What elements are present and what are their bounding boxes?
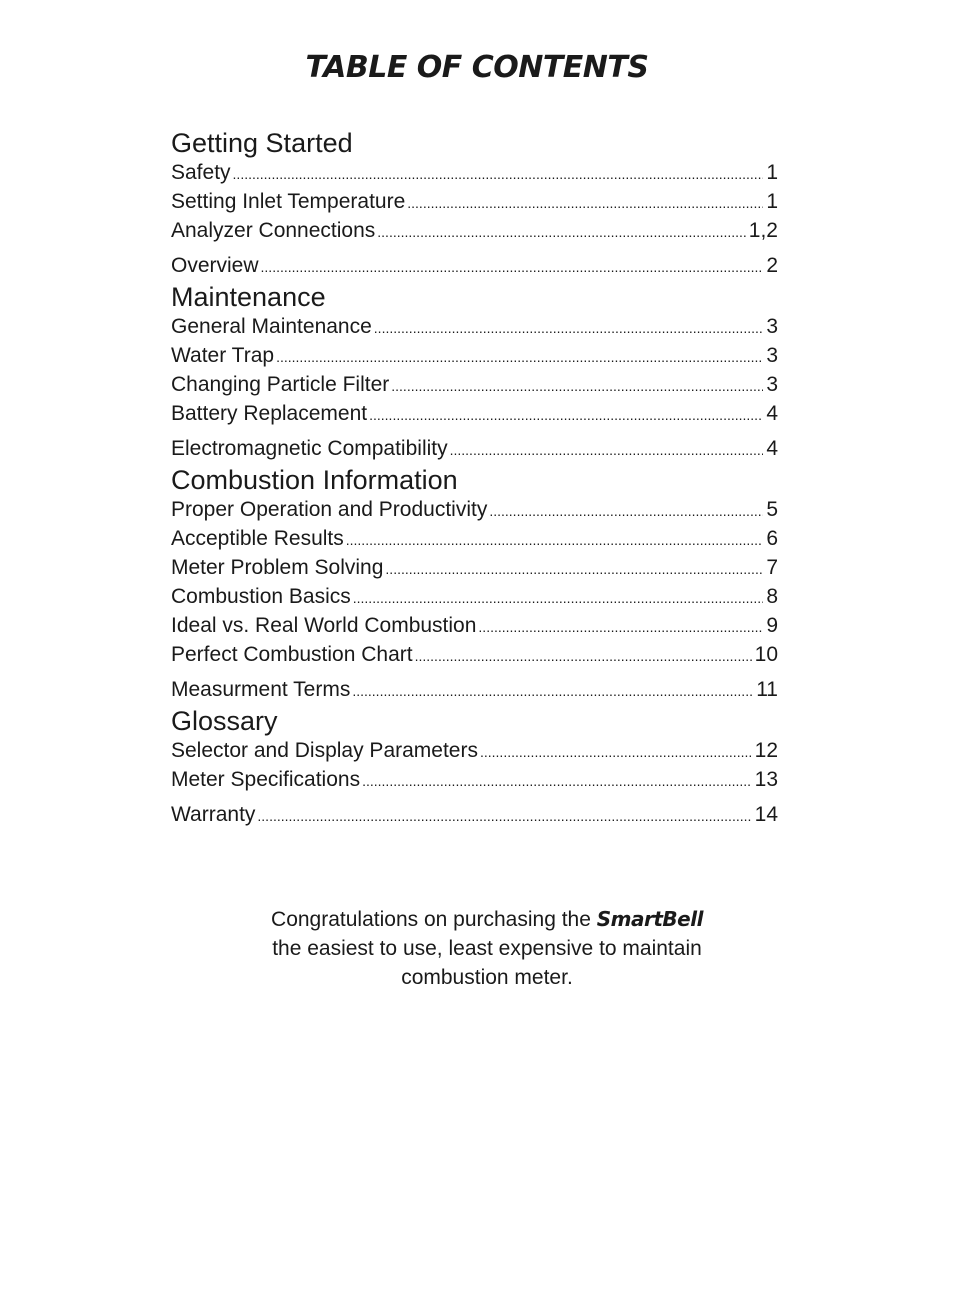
toc-entry[interactable] <box>171 611 778 640</box>
toc-entry[interactable] <box>171 399 778 428</box>
toc-entry[interactable] <box>171 640 778 669</box>
section-heading: Getting Started <box>171 128 353 158</box>
dot-leader <box>257 802 751 831</box>
toc-entry[interactable] <box>171 765 778 794</box>
toc-entry[interactable] <box>171 495 778 524</box>
toc-entry-page: 5 <box>766 498 778 521</box>
toc-entry[interactable] <box>171 800 778 829</box>
toc-entry-label: Safety <box>171 161 231 184</box>
dot-leader <box>362 767 752 796</box>
toc-entry[interactable] <box>171 187 778 216</box>
toc-entry-page: 1 <box>766 190 778 213</box>
toc-entry-label: Acceptible Results <box>171 527 344 550</box>
congratulations-text: Congratulations on purchasing the <box>271 908 591 931</box>
toc-entry-label: Electromagnetic Compatibility <box>171 437 448 460</box>
toc-entry-label: Meter Specifications <box>171 768 361 791</box>
toc-entry-page: 14 <box>754 803 778 826</box>
dot-leader <box>478 613 763 642</box>
toc-entry-label: Perfect Combustion Chart <box>171 643 413 666</box>
toc-entry-label: Measurment Terms <box>171 678 351 701</box>
brand-name: SmartBell <box>596 907 703 931</box>
toc-entry-page: 3 <box>766 344 778 367</box>
section-combustion-information <box>171 463 778 704</box>
toc-entry[interactable] <box>171 675 778 704</box>
toc-entry-label: Warranty <box>171 803 256 826</box>
toc-entry[interactable] <box>171 341 778 370</box>
section-glossary <box>171 704 778 829</box>
toc-entry-label: Ideal vs. Real World Combustion <box>171 614 477 637</box>
dot-leader <box>276 343 763 372</box>
dot-leader <box>353 584 764 613</box>
toc-entry[interactable] <box>171 312 778 341</box>
dot-leader <box>480 738 752 767</box>
toc-entry-page: 10 <box>754 643 778 666</box>
toc-entry[interactable] <box>171 553 778 582</box>
toc-entry-label: Proper Operation and Productivity <box>171 498 488 521</box>
dot-leader <box>385 555 763 584</box>
toc-entry-page: 3 <box>766 315 778 338</box>
toc-entry[interactable] <box>171 158 778 187</box>
congratulations-line-3: combustion meter. <box>401 966 573 989</box>
toc-entry-page: 1 <box>766 161 778 184</box>
toc-entry-label: Overview <box>171 254 259 277</box>
dot-leader <box>374 314 764 343</box>
toc-entry-page: 8 <box>766 585 778 608</box>
toc-entry-label: Selector and Display Parameters <box>171 739 478 762</box>
dot-leader <box>377 218 746 247</box>
dot-leader <box>369 401 763 430</box>
toc-entry-page: 12 <box>754 739 778 762</box>
toc-entry[interactable] <box>171 524 778 553</box>
dot-leader <box>450 436 764 465</box>
toc-entry[interactable] <box>171 582 778 611</box>
dot-leader <box>391 372 763 401</box>
dot-leader <box>489 497 763 526</box>
toc-entry-page: 1,2 <box>748 219 778 242</box>
page-title: TABLE OF CONTENTS <box>305 50 649 85</box>
dot-leader <box>233 160 764 189</box>
dot-leader <box>407 189 763 218</box>
toc-entry-label: General Maintenance <box>171 315 372 338</box>
toc-entry-page: 7 <box>766 556 778 579</box>
toc-entry[interactable] <box>171 370 778 399</box>
toc-entry-label: Battery Replacement <box>171 402 368 425</box>
dot-leader <box>415 642 752 671</box>
dot-leader <box>352 677 753 706</box>
table-of-contents <box>171 126 778 829</box>
congratulations-line-2: the easiest to use, least expensive to maintain <box>272 937 702 960</box>
toc-entry-page: 4 <box>766 402 778 425</box>
section-getting-started <box>171 126 778 280</box>
toc-entry[interactable] <box>171 434 778 463</box>
section-maintenance <box>171 280 778 463</box>
congratulations-message <box>180 905 794 992</box>
congratulations-line-1 <box>180 905 794 934</box>
toc-entry-label: Combustion Basics <box>171 585 351 608</box>
toc-entry-page: 9 <box>766 614 778 637</box>
section-heading: Maintenance <box>171 282 326 312</box>
toc-entry[interactable] <box>171 251 778 280</box>
toc-entry-label: Meter Problem Solving <box>171 556 384 579</box>
toc-entry-page: 4 <box>766 437 778 460</box>
toc-entry-page: 6 <box>766 527 778 550</box>
section-heading: Combustion Information <box>171 465 458 495</box>
toc-entry-page: 2 <box>766 254 778 277</box>
toc-entry-label: Water Trap <box>171 344 275 367</box>
toc-entry[interactable] <box>171 736 778 765</box>
toc-entry-label: Setting Inlet Temperature <box>171 190 406 213</box>
toc-entry-page: 11 <box>756 678 778 701</box>
toc-entry-page: 13 <box>754 768 778 791</box>
toc-entry[interactable] <box>171 216 778 245</box>
section-heading: Glossary <box>171 706 278 736</box>
dot-leader <box>346 526 764 555</box>
toc-entry-label: Analyzer Connections <box>171 219 376 242</box>
toc-entry-page: 3 <box>766 373 778 396</box>
toc-entry-label: Changing Particle Filter <box>171 373 390 396</box>
dot-leader <box>261 253 764 282</box>
